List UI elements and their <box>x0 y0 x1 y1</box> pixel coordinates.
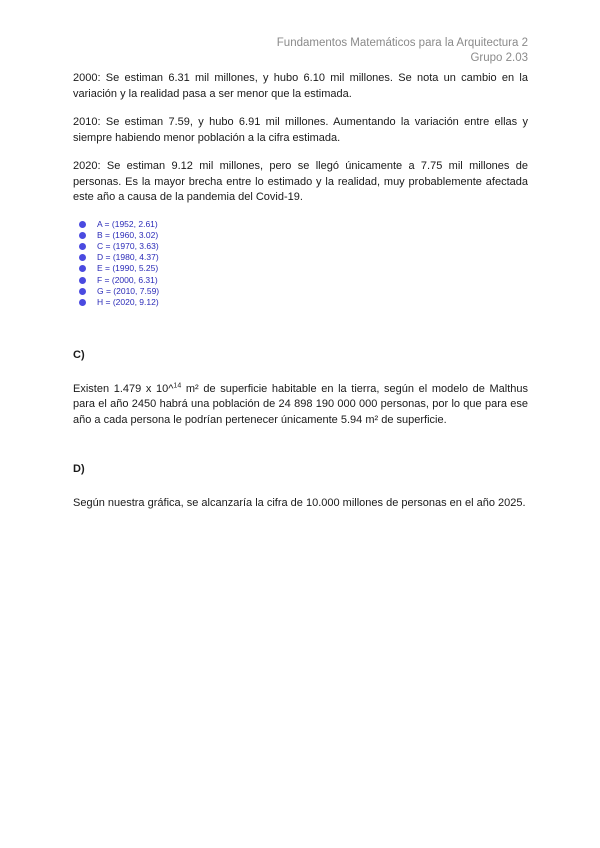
points-list <box>79 219 528 309</box>
document-body <box>73 71 528 524</box>
point-dot-icon <box>79 299 86 306</box>
point-label: G = (2010, 7.59) <box>97 285 160 296</box>
course-title: Fundamentos Matemáticos para la Arquitectura 2 <box>276 37 528 49</box>
point-dot-icon <box>79 254 86 261</box>
point-dot-icon <box>79 232 86 239</box>
point-label: C = (1970, 3.63) <box>97 240 159 251</box>
point-dot-icon <box>79 288 86 295</box>
paragraph-2010: 2010: Se estiman 7.59, y hubo 6.91 mil millones. Aumentando la variación entre ellas y siempre habiendo menor población a la cifra estimada. <box>73 116 528 144</box>
section-c-text <box>73 382 528 429</box>
point-item <box>79 241 528 252</box>
point-label: B = (1960, 3.02) <box>97 229 159 240</box>
point-item <box>79 275 528 286</box>
point-item <box>79 263 528 274</box>
point-item <box>79 297 528 308</box>
point-dot-icon <box>79 265 86 272</box>
point-item <box>79 219 528 230</box>
point-dot-icon <box>79 277 86 284</box>
section-c-exponent: 14 <box>173 381 182 389</box>
section-d-title: D) <box>73 463 85 476</box>
section-c-text-start: Existen 1.479 x 10^ <box>73 382 174 395</box>
point-label: F = (2000, 6.31) <box>97 274 158 285</box>
point-item <box>79 252 528 263</box>
point-dot-icon <box>79 243 86 250</box>
page-header <box>277 36 528 66</box>
section-c-title: C) <box>73 349 85 362</box>
point-label: H = (2020, 9.12) <box>97 296 159 307</box>
point-item <box>79 230 528 241</box>
section-c-text-end: m² de superficie habitable en la tierra, según el modelo de Malthus para el año 2450 habrá una población de 24 898 190 000 000 personas, por lo que para ese año a cada persona le podrían pertenecer únicamente 5.94 m² de superficie. <box>73 382 528 426</box>
section-c <box>73 348 528 428</box>
section-d <box>73 462 528 511</box>
point-label: D = (1980, 4.37) <box>97 252 159 263</box>
point-label: E = (1990, 5.25) <box>97 263 159 274</box>
paragraph-2020: 2020: Se estiman 9.12 mil millones, pero se llegó únicamente a 7.75 mil millones de personas. Es la mayor brecha entre lo estimado y la realidad, muy probablemente afectada este año a causa de la pandemia del Covid-19. <box>73 160 528 203</box>
point-dot-icon <box>79 221 86 228</box>
paragraph-2000: 2000: Se estiman 6.31 mil millones, y hubo 6.10 mil millones. Se nota un cambio en la variación y la realidad pasa a ser menor que la estimada. <box>73 72 528 100</box>
point-label: A = (1952, 2.61) <box>97 218 158 229</box>
section-d-text: Según nuestra gráfica, se alcanzaría la cifra de 10.000 millones de personas en el año 2025. <box>73 496 526 509</box>
group-label: Grupo 2.03 <box>470 52 528 64</box>
point-item <box>79 286 528 297</box>
